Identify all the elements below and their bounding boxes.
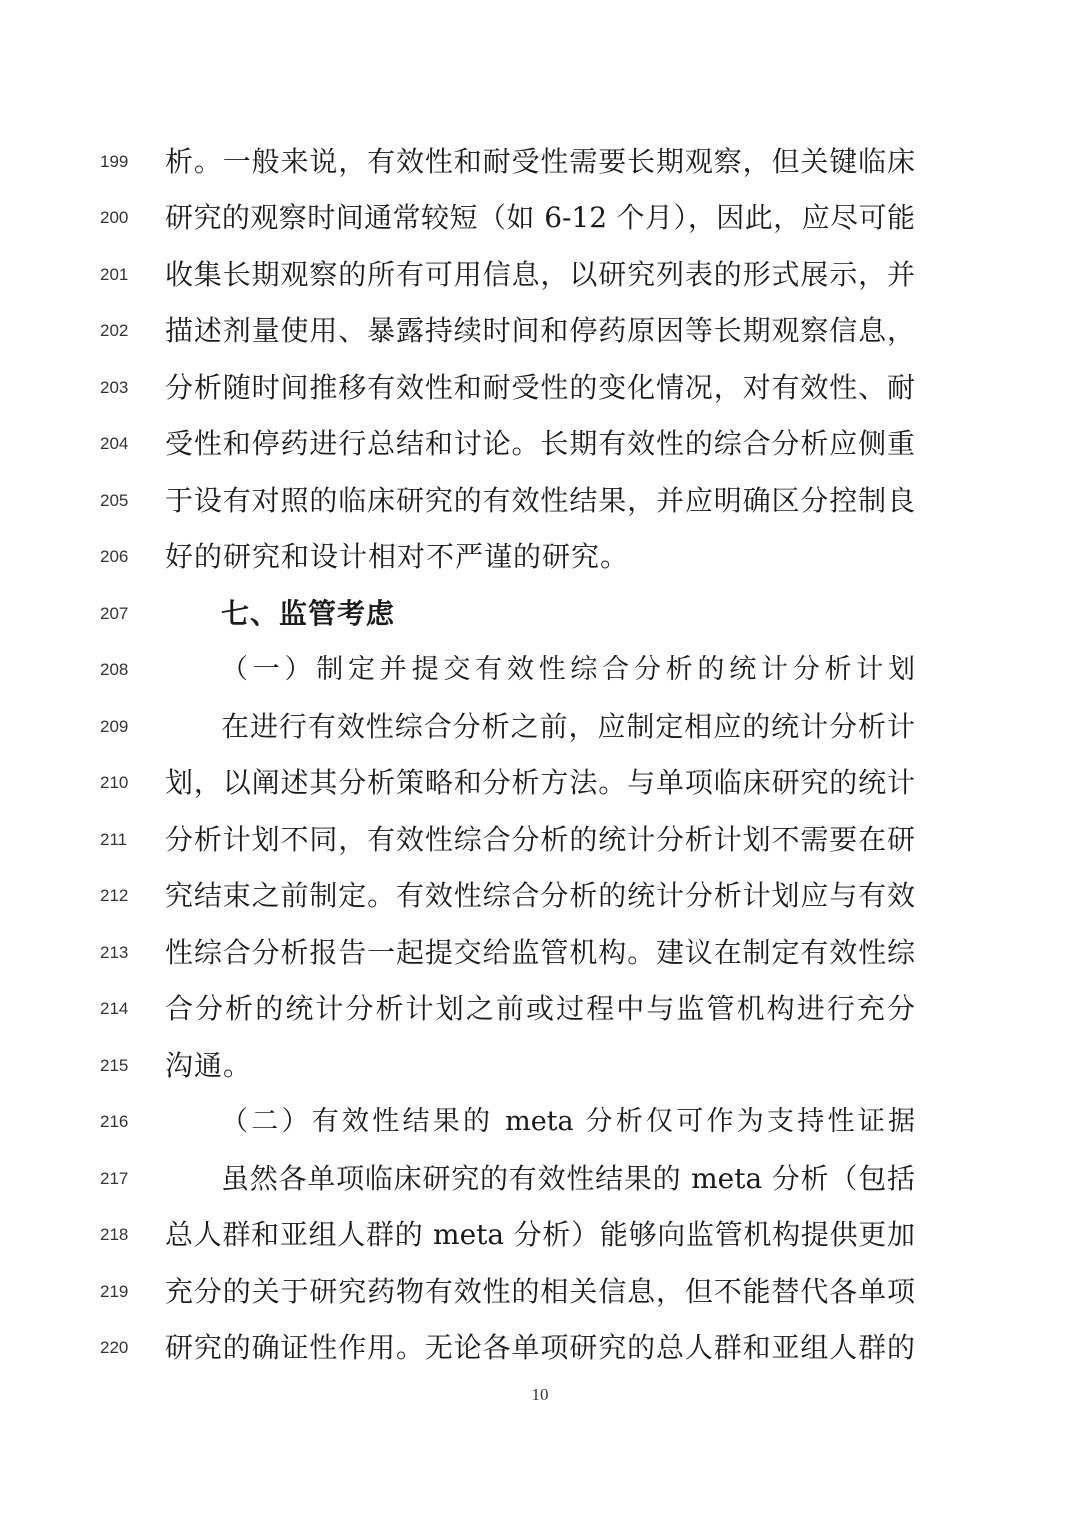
line-number: 201: [100, 265, 129, 284]
section-heading: 七、监管考虑: [221, 597, 396, 630]
paragraph-text: 研究的观察时间通常较短（如 6-12 个月），因此，应尽可能: [165, 201, 915, 234]
paragraph-text: 在进行有效性综合分析之前，应制定相应的统计分析计: [221, 710, 915, 743]
line-number: 202: [100, 321, 129, 340]
paragraph-text: 划，以阐述其分析策略和分析方法。与单项临床研究的统计: [165, 766, 915, 799]
paragraph-text: 描述剂量使用、暴露持续时间和停药原因等长期观察信息，: [165, 314, 915, 347]
text-line: [0, 247, 1080, 303]
paragraph-text: 分析计划不同，有效性综合分析的统计分析计划不需要在研: [165, 823, 915, 856]
paragraph-text: 总人群和亚组人群的 meta 分析）能够向监管机构提供更加: [165, 1218, 915, 1251]
text-line: [0, 981, 1080, 1037]
line-number: 220: [100, 1338, 129, 1357]
line-number: 199: [100, 152, 129, 171]
text-line: [0, 925, 1080, 981]
text-line: [0, 868, 1080, 924]
paragraph-text: 析。一般来说，有效性和耐受性需要长期观察，但关键临床: [165, 145, 915, 178]
paragraph-text: 收集长期观察的所有可用信息，以研究列表的形式展示，并: [165, 258, 915, 291]
text-line: [0, 755, 1080, 811]
subsection-heading: （二）有效性结果的 meta 分析仅可作为支持性证据: [221, 1106, 915, 1137]
line-number: 207: [100, 604, 129, 623]
line-number: 203: [100, 378, 129, 397]
text-line: [0, 812, 1080, 868]
paragraph-text: 好的研究和设计相对不严谨的研究。: [165, 540, 630, 573]
text-line: [0, 303, 1080, 359]
paragraph-text: 分析随时间推移有效性和耐受性的变化情况，对有效性、耐: [165, 371, 915, 404]
line-number: 211: [100, 830, 128, 849]
text-line: [0, 1320, 1080, 1376]
text-line: [0, 1151, 1080, 1207]
line-number: 208: [100, 660, 129, 679]
line-number: 214: [100, 999, 129, 1018]
paragraph-text: 沟通。: [165, 1049, 253, 1082]
line-number: 213: [100, 943, 129, 962]
paragraph-text: 充分的关于研究药物有效性的相关信息，但不能替代各单项: [165, 1275, 915, 1308]
paragraph-text: 虽然各单项临床研究的有效性结果的 meta 分析（包括: [221, 1162, 915, 1195]
line-number: 219: [100, 1282, 129, 1301]
paragraph-text: 受性和停药进行总结和讨论。长期有效性的综合分析应侧重: [165, 427, 915, 460]
text-line: [0, 1038, 1080, 1094]
line-number: 200: [100, 208, 129, 227]
line-number: 212: [100, 886, 129, 905]
paragraph-text: 合分析的统计分析计划之前或过程中与监管机构进行充分: [165, 992, 915, 1025]
text-line: [0, 642, 1080, 698]
text-line: [0, 586, 1080, 642]
paragraph-text: 研究的确证性作用。无论各单项研究的总人群和亚组人群的: [165, 1331, 915, 1364]
text-line: [0, 360, 1080, 416]
line-number: 217: [100, 1169, 129, 1188]
text-line: [0, 190, 1080, 246]
text-line: [0, 1094, 1080, 1150]
line-number: 209: [100, 717, 129, 736]
line-number: 204: [100, 434, 129, 453]
line-number: 210: [100, 773, 129, 792]
paragraph-text: 究结束之前制定。有效性综合分析的统计分析计划应与有效: [165, 879, 915, 912]
line-number: 216: [100, 1112, 129, 1131]
text-line: [0, 529, 1080, 585]
line-number: 205: [100, 491, 129, 510]
line-number: 206: [100, 547, 129, 566]
paragraph-text: 性综合分析报告一起提交给监管机构。建议在制定有效性综: [165, 936, 915, 969]
subsection-heading: （一）制定并提交有效性综合分析的统计分析计划: [221, 654, 915, 685]
text-line: [0, 699, 1080, 755]
line-number: 215: [100, 1056, 129, 1075]
text-line: [0, 416, 1080, 472]
text-line: [0, 134, 1080, 190]
line-number: 218: [100, 1225, 129, 1244]
page-number: 10: [531, 1385, 549, 1404]
text-line: [0, 473, 1080, 529]
text-line: [0, 1207, 1080, 1263]
text-line: [0, 1264, 1080, 1320]
paragraph-text: 于设有对照的临床研究的有效性结果，并应明确区分控制良: [165, 484, 915, 517]
